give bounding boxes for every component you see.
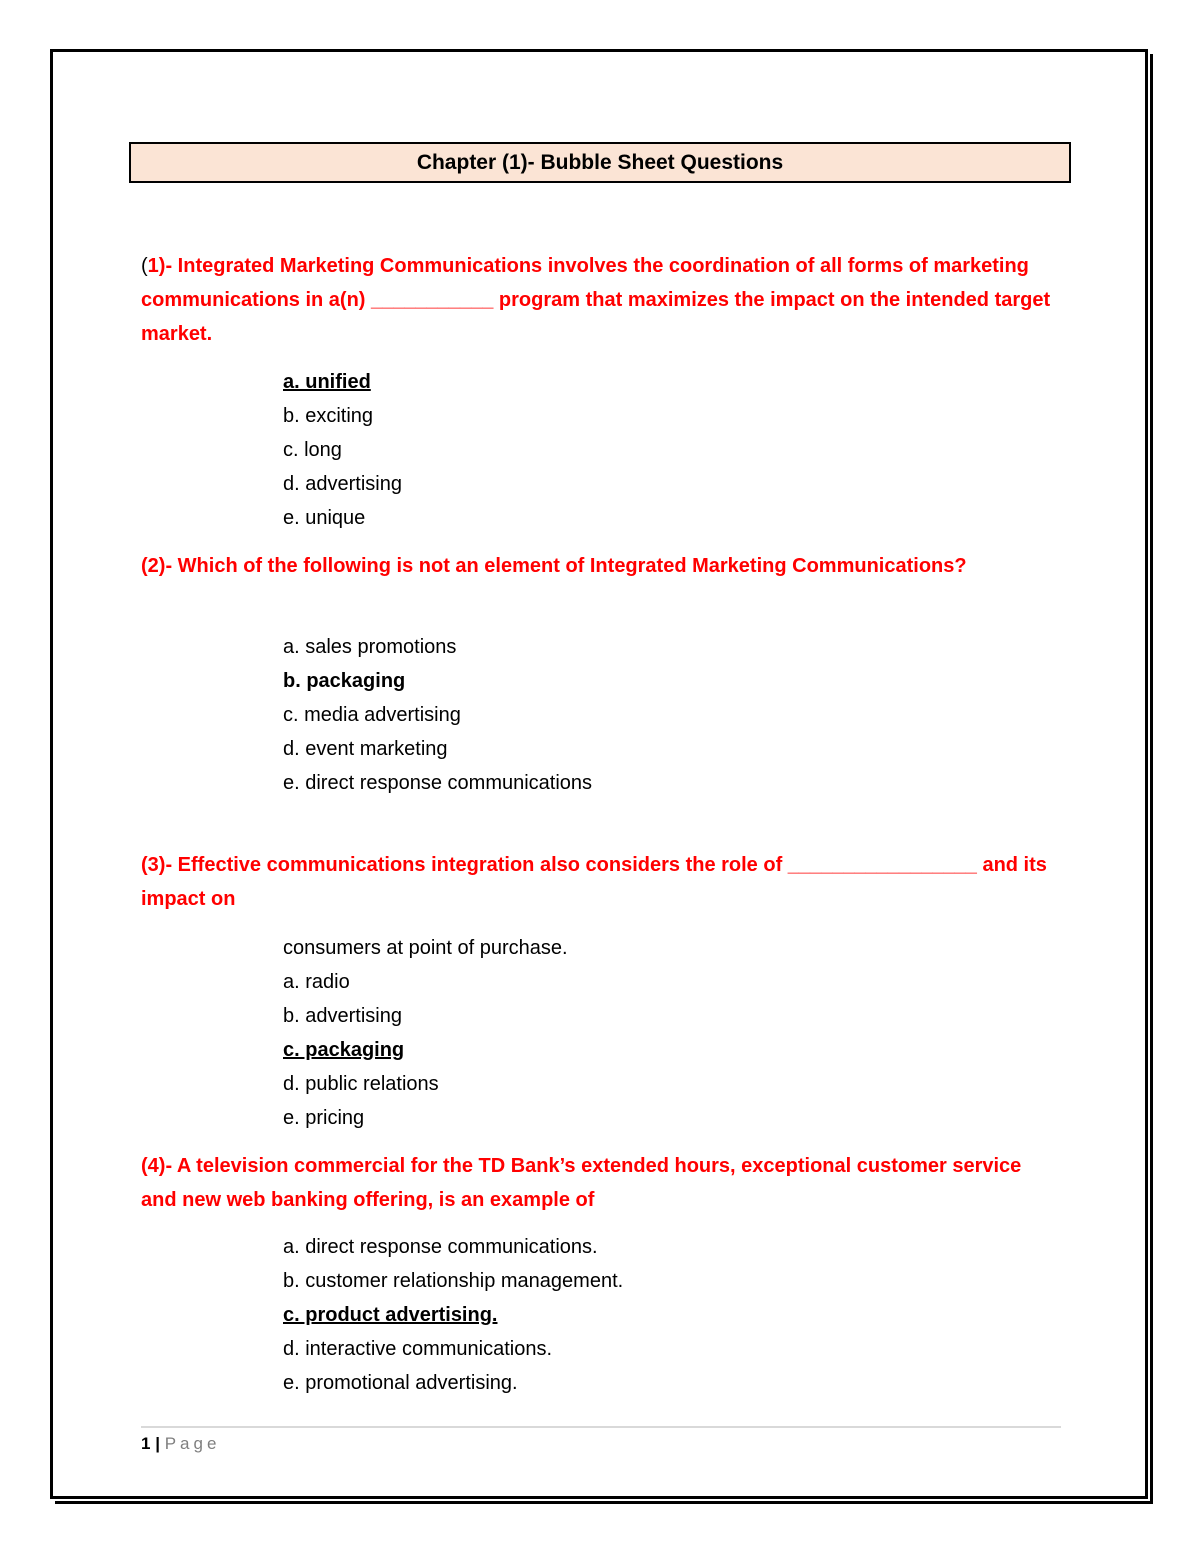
page-title: Chapter (1)- Bubble Sheet Questions <box>416 150 784 174</box>
page-footer <box>141 1432 220 1456</box>
question-2-option-c: c. media advertising <box>283 704 461 726</box>
footer-separator: | <box>155 1434 160 1453</box>
footer-divider <box>141 1426 1061 1428</box>
question-2-option-d: d. event marketing <box>283 738 448 760</box>
question-3-option-b: b. advertising <box>283 1005 402 1027</box>
question-4-options <box>283 1230 623 1400</box>
question-3-option-d: d. public relations <box>283 1073 439 1095</box>
question-1-option-e: e. unique <box>283 507 366 529</box>
question-2-option-a: a. sales promotions <box>283 636 457 658</box>
question-4-option-e: e. promotional advertising. <box>283 1372 518 1394</box>
question-1-option-b: b. exciting <box>283 405 374 427</box>
question-3-option-a: a. radio <box>283 971 350 993</box>
question-2-number: (2)- <box>141 555 178 577</box>
question-1-open-paren: ( <box>141 255 148 277</box>
question-4 <box>141 1149 1061 1217</box>
question-1-text: Integrated Marketing Communications involves the coordination of all forms of marketing communications in a(n) ___________ program that maximizes the impact on the intended target market. <box>141 255 1051 345</box>
question-4-text: A television commercial for the TD Bank’s extended hours, exceptional customer service and new web banking offering, is an example of <box>141 1155 1022 1211</box>
question-1-options <box>283 365 402 535</box>
question-3-option-c: c. packaging <box>283 1039 405 1061</box>
title-box <box>129 142 1071 183</box>
question-4-option-b: b. customer relationship management. <box>283 1270 624 1292</box>
page-label: Page <box>164 1434 221 1453</box>
question-1-option-a: a. unified <box>283 371 371 393</box>
question-1-option-d: d. advertising <box>283 473 402 495</box>
question-3 <box>141 848 1061 916</box>
question-3-text: Effective communications integration also considers the role of _________________ and its impact on <box>141 854 1047 910</box>
question-2-option-e: e. direct response communications <box>283 772 593 794</box>
question-3-options <box>283 931 568 1135</box>
question-2-option-b: b. packaging <box>283 670 406 692</box>
question-4-option-c: c. product advertising. <box>283 1304 498 1326</box>
question-4-option-a: a. direct response communications. <box>283 1236 598 1258</box>
question-3-number: (3)- <box>141 854 178 876</box>
question-4-number: (4)- <box>141 1155 177 1177</box>
question-1-option-c: c. long <box>283 439 342 461</box>
question-2-options <box>283 630 592 800</box>
question-2-text: Which of the following is not an element of Integrated Marketing Communications? <box>177 555 967 577</box>
question-3-stem-continuation: consumers at point of purchase. <box>283 937 568 959</box>
question-1 <box>141 249 1061 351</box>
page-number: 1 <box>141 1434 151 1453</box>
question-2 <box>141 549 1061 583</box>
question-4-option-d: d. interactive communications. <box>283 1338 553 1360</box>
question-1-number: 1)- <box>147 255 178 277</box>
question-3-option-e: e. pricing <box>283 1107 365 1129</box>
